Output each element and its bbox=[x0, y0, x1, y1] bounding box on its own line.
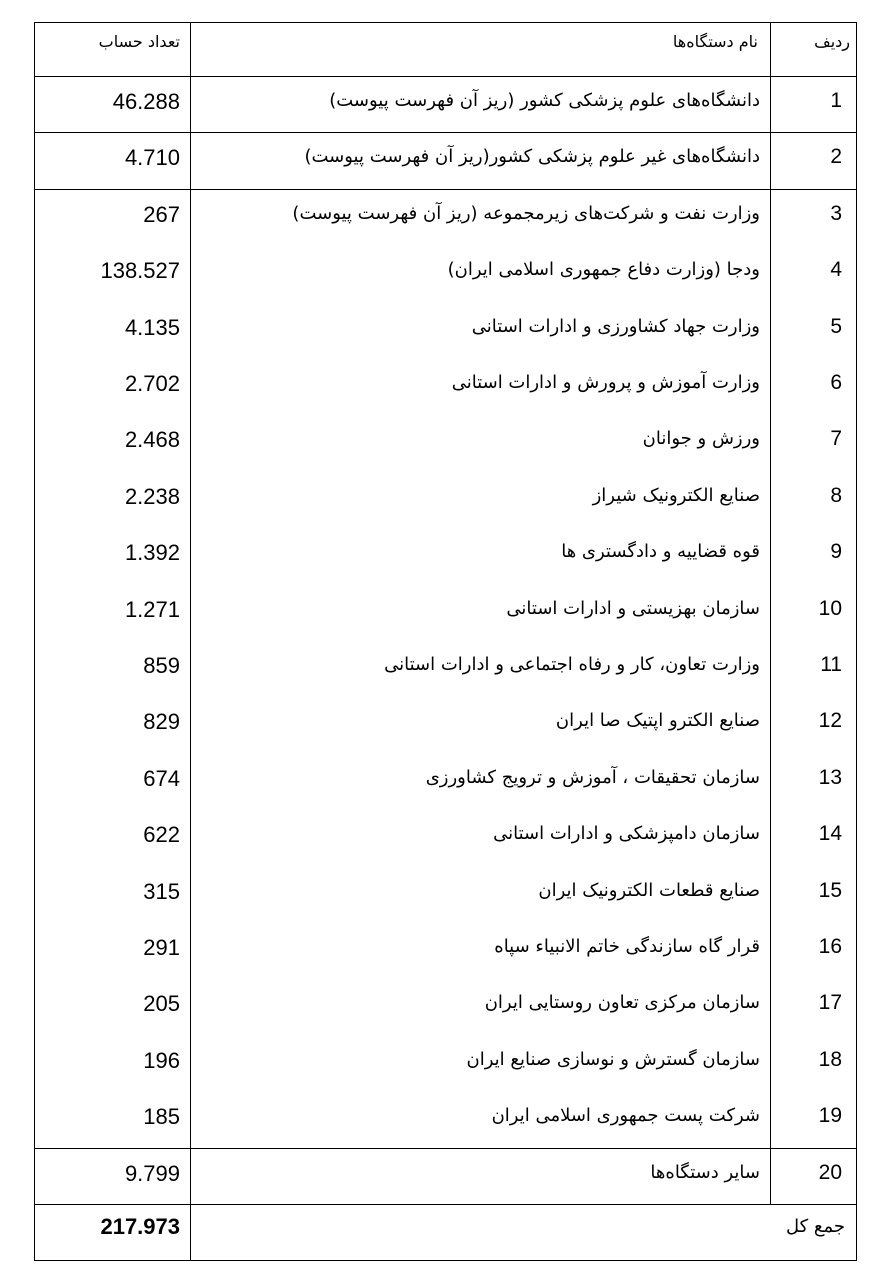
row-number: 5 bbox=[830, 314, 842, 338]
account-count: 859 bbox=[143, 653, 180, 678]
device-name: سازمان مرکزی تعاون روستایی ایران bbox=[484, 992, 760, 1014]
header-account-count: تعداد حساب bbox=[98, 32, 180, 51]
total-label: جمع کل bbox=[785, 1216, 845, 1237]
column-separator bbox=[190, 22, 191, 1260]
row-number: 2 bbox=[830, 145, 842, 169]
device-name: سایر دستگاه‌ها bbox=[650, 1161, 760, 1183]
row-number: 10 bbox=[818, 596, 842, 620]
account-count: 4.710 bbox=[124, 145, 180, 171]
row-number: 3 bbox=[830, 201, 842, 225]
account-count: 4.135 bbox=[124, 314, 180, 340]
account-count: 138.527 bbox=[100, 258, 180, 284]
row-separator bbox=[34, 189, 856, 190]
device-name: وزارت جهاد کشاورزی و ادارات استانی bbox=[471, 315, 760, 337]
account-count: 674 bbox=[143, 765, 180, 791]
account-count: 2.702 bbox=[124, 371, 180, 396]
account-count: 315 bbox=[143, 878, 180, 904]
device-name: سازمان دامپزشکی و ادارات استانی bbox=[493, 823, 760, 845]
header-row-number: ردیف bbox=[814, 32, 850, 51]
account-count: 291 bbox=[143, 935, 180, 960]
device-name: سازمان گسترش و نوسازی صنایع ایران bbox=[466, 1048, 760, 1070]
device-name: دانشگاه‌های علوم پزشکی کشور (ریز آن فهرست پیوست) bbox=[329, 90, 760, 111]
row-number: 13 bbox=[818, 765, 842, 789]
row-number: 8 bbox=[830, 483, 842, 507]
account-count: 185 bbox=[143, 1104, 180, 1130]
account-count: 205 bbox=[143, 991, 180, 1017]
table-border-bottom bbox=[34, 1260, 857, 1261]
account-count: 9.799 bbox=[124, 1160, 180, 1186]
row-number: 20 bbox=[818, 1160, 842, 1184]
account-count: 267 bbox=[143, 201, 180, 227]
row-number: 14 bbox=[818, 822, 842, 846]
row-number: 1 bbox=[830, 89, 842, 112]
device-name: صنایع قطعات الکترونیک ایران bbox=[538, 879, 760, 901]
device-name: ودجا (وزارت دفاع جمهوری اسلامی ایران) bbox=[447, 259, 760, 281]
account-count: 2.238 bbox=[124, 483, 180, 509]
row-number: 16 bbox=[818, 935, 842, 958]
device-name: شرکت پست جمهوری اسلامی ایران bbox=[491, 1105, 760, 1127]
account-count: 46.288 bbox=[112, 89, 180, 114]
row-number: 11 bbox=[820, 653, 842, 676]
column-separator bbox=[770, 22, 771, 1204]
row-separator bbox=[34, 1204, 856, 1205]
device-name: وزارت نفت و شرکت‌های زیرمجموعه (ریز آن فهرست پیوست) bbox=[292, 202, 760, 224]
device-name: صنایع الکترونیک شیراز bbox=[592, 484, 760, 506]
device-name: سازمان بهزیستی و ادارات استانی bbox=[506, 597, 760, 619]
device-name: ورزش و جوانان bbox=[642, 428, 760, 450]
row-number: 18 bbox=[818, 1047, 842, 1071]
row-number: 15 bbox=[818, 878, 842, 902]
account-count: 829 bbox=[143, 709, 180, 735]
device-name: قوه قضاییه و دادگستری ها bbox=[561, 541, 760, 563]
row-separator bbox=[34, 76, 856, 77]
row-number: 4 bbox=[830, 258, 842, 282]
row-number: 6 bbox=[830, 371, 842, 394]
row-separator bbox=[34, 132, 856, 133]
table-border-left bbox=[34, 22, 35, 1260]
device-name: دانشگاه‌های غیر علوم پزشکی کشور(ریز آن فهرست پیوست) bbox=[304, 146, 760, 168]
account-count: 1.392 bbox=[124, 540, 180, 566]
device-name: سازمان تحقیقات ، آموزش و ترویج کشاورزی bbox=[425, 766, 760, 788]
account-count: 196 bbox=[143, 1047, 180, 1073]
account-count: 1.271 bbox=[124, 596, 180, 622]
account-count: 622 bbox=[143, 822, 180, 848]
device-name: وزارت آموزش و پرورش و ادارات استانی bbox=[451, 372, 760, 393]
account-count: 2.468 bbox=[124, 427, 180, 453]
row-number: 17 bbox=[818, 991, 842, 1015]
table-border-top bbox=[34, 22, 857, 23]
table-border-right bbox=[856, 22, 857, 1260]
device-name: وزارت تعاون، کار و رفاه اجتماعی و ادارات استانی bbox=[384, 654, 760, 675]
row-number: 12 bbox=[818, 709, 842, 733]
header-device-name: نام دستگاه‌ها bbox=[672, 32, 758, 51]
row-number: 19 bbox=[818, 1104, 842, 1128]
device-name: صنایع الکترو اپتیک صا ایران bbox=[555, 710, 760, 732]
row-number: 7 bbox=[830, 427, 842, 451]
row-separator bbox=[34, 1148, 856, 1149]
device-name: قرار گاه سازندگی خاتم الانبیاء سپاه bbox=[494, 936, 760, 957]
total-count: 217.973 bbox=[100, 1214, 180, 1239]
row-number: 9 bbox=[830, 540, 842, 564]
